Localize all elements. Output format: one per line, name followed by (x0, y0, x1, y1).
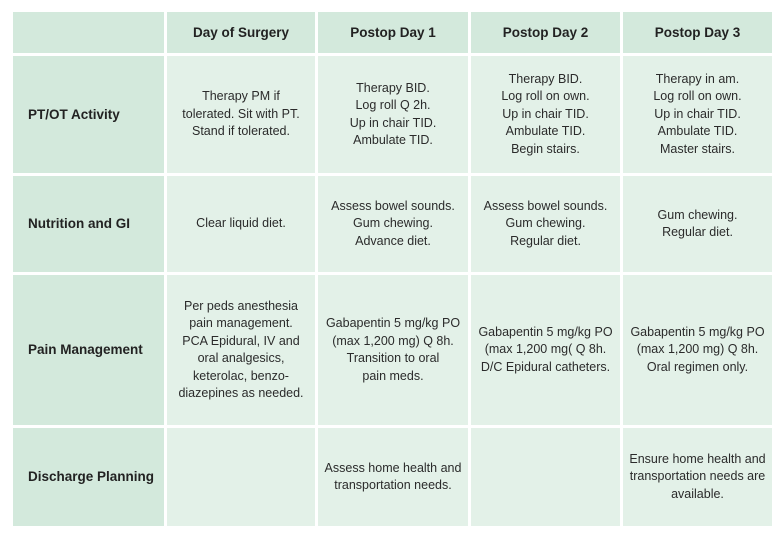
table-cell: Gum chewing. Regular diet. (623, 176, 772, 272)
postop-care-table (13, 12, 766, 520)
table-cell (167, 428, 315, 526)
table-cell: Gabapentin 5 mg/kg PO (max 1,200 mg( Q 8h. D/C Epidural catheters. (471, 275, 620, 425)
row-header-pt-ot-activity: PT/OT Activity (13, 56, 164, 173)
column-header-postop-day-1: Postop Day 1 (318, 12, 468, 53)
row-header-pain-management: Pain Management (13, 275, 164, 425)
row-header-discharge-planning: Discharge Planning (13, 428, 164, 526)
table-cell: Therapy BID. Log roll on own. Up in chair TID. Ambulate TID. Begin stairs. (471, 56, 620, 173)
table-cell: Assess home health and transportation needs. (318, 428, 468, 526)
table-cell: Therapy BID. Log roll Q 2h. Up in chair TID. Ambulate TID. (318, 56, 468, 173)
column-header-postop-day-3: Postop Day 3 (623, 12, 772, 53)
table-cell: Clear liquid diet. (167, 176, 315, 272)
table-cell: Ensure home health and transportation needs are available. (623, 428, 772, 526)
table-cell: Therapy PM if tolerated. Sit with PT. Stand if tolerated. (167, 56, 315, 173)
table-corner (13, 12, 164, 53)
table-cell: Assess bowel sounds. Gum chewing. Advance diet. (318, 176, 468, 272)
table-cell (471, 428, 620, 526)
row-header-nutrition-gi: Nutrition and GI (13, 176, 164, 272)
table-cell: Therapy in am. Log roll on own. Up in chair TID. Ambulate TID. Master stairs. (623, 56, 772, 173)
table-cell: Per peds anesthesia pain management. PCA Epidural, IV and oral analgesics, keterolac, benzo- diazepines as needed. (167, 275, 315, 425)
table-cell: Gabapentin 5 mg/kg PO (max 1,200 mg) Q 8h. Transition to oral pain meds. (318, 275, 468, 425)
table-cell: Gabapentin 5 mg/kg PO (max 1,200 mg) Q 8h. Oral regimen only. (623, 275, 772, 425)
column-header-day-of-surgery: Day of Surgery (167, 12, 315, 53)
column-header-postop-day-2: Postop Day 2 (471, 12, 620, 53)
table-cell: Assess bowel sounds. Gum chewing. Regular diet. (471, 176, 620, 272)
